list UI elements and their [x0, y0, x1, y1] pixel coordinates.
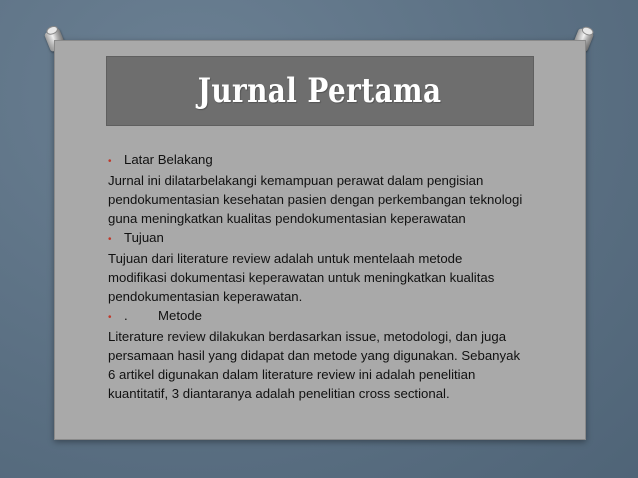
title-bar — [106, 56, 534, 126]
bullet-icon: • — [108, 156, 112, 167]
section-body-latar-belakang — [108, 171, 548, 228]
body-line: guna meningkatkan kualitas pendokumentasian keperawatan — [108, 211, 466, 226]
body-line: 6 artikel digunakan dalam literature review ini adalah penelitian — [108, 367, 476, 382]
section-heading-text: Tujuan — [124, 230, 164, 245]
body-line: Literature review dilakukan berdasarkan issue, metodologi, dan juga — [108, 329, 507, 344]
body-line: kuantitatif, 3 diantaranya adalah penelitian cross sectional. — [108, 386, 450, 401]
section-body-metode — [108, 327, 548, 403]
body-line: pendokumentasian keperawatan. — [108, 289, 303, 304]
section-heading-text: Latar Belakang — [124, 152, 213, 167]
body-line: Jurnal ini dilatarbelakangi kemampuan perawat dalam pengisian — [108, 173, 484, 188]
section-body-tujuan — [108, 249, 548, 306]
slide-content — [108, 150, 548, 403]
section-heading-latar-belakang — [108, 150, 548, 171]
body-line: Tujuan dari literature review adalah untuk mentelaah metode — [108, 251, 463, 266]
body-line: modifikasi dokumentasi keperawatan untuk meningkatkan kualitas — [108, 270, 495, 285]
body-line: pendokumentasian kesehatan pasien dengan perkembangan teknologi — [108, 192, 523, 207]
section-heading-tujuan — [108, 228, 548, 249]
section-heading-metode — [108, 306, 548, 327]
section-prefix: . — [124, 308, 128, 323]
slide-title: Jurnal Pertama — [198, 71, 442, 111]
bullet-icon: • — [108, 312, 112, 323]
body-line: persamaan hasil yang didapat dan metode yang digunakan. Sebanyak — [108, 348, 521, 363]
section-heading-text: Metode — [158, 308, 202, 323]
bullet-icon: • — [108, 234, 112, 245]
